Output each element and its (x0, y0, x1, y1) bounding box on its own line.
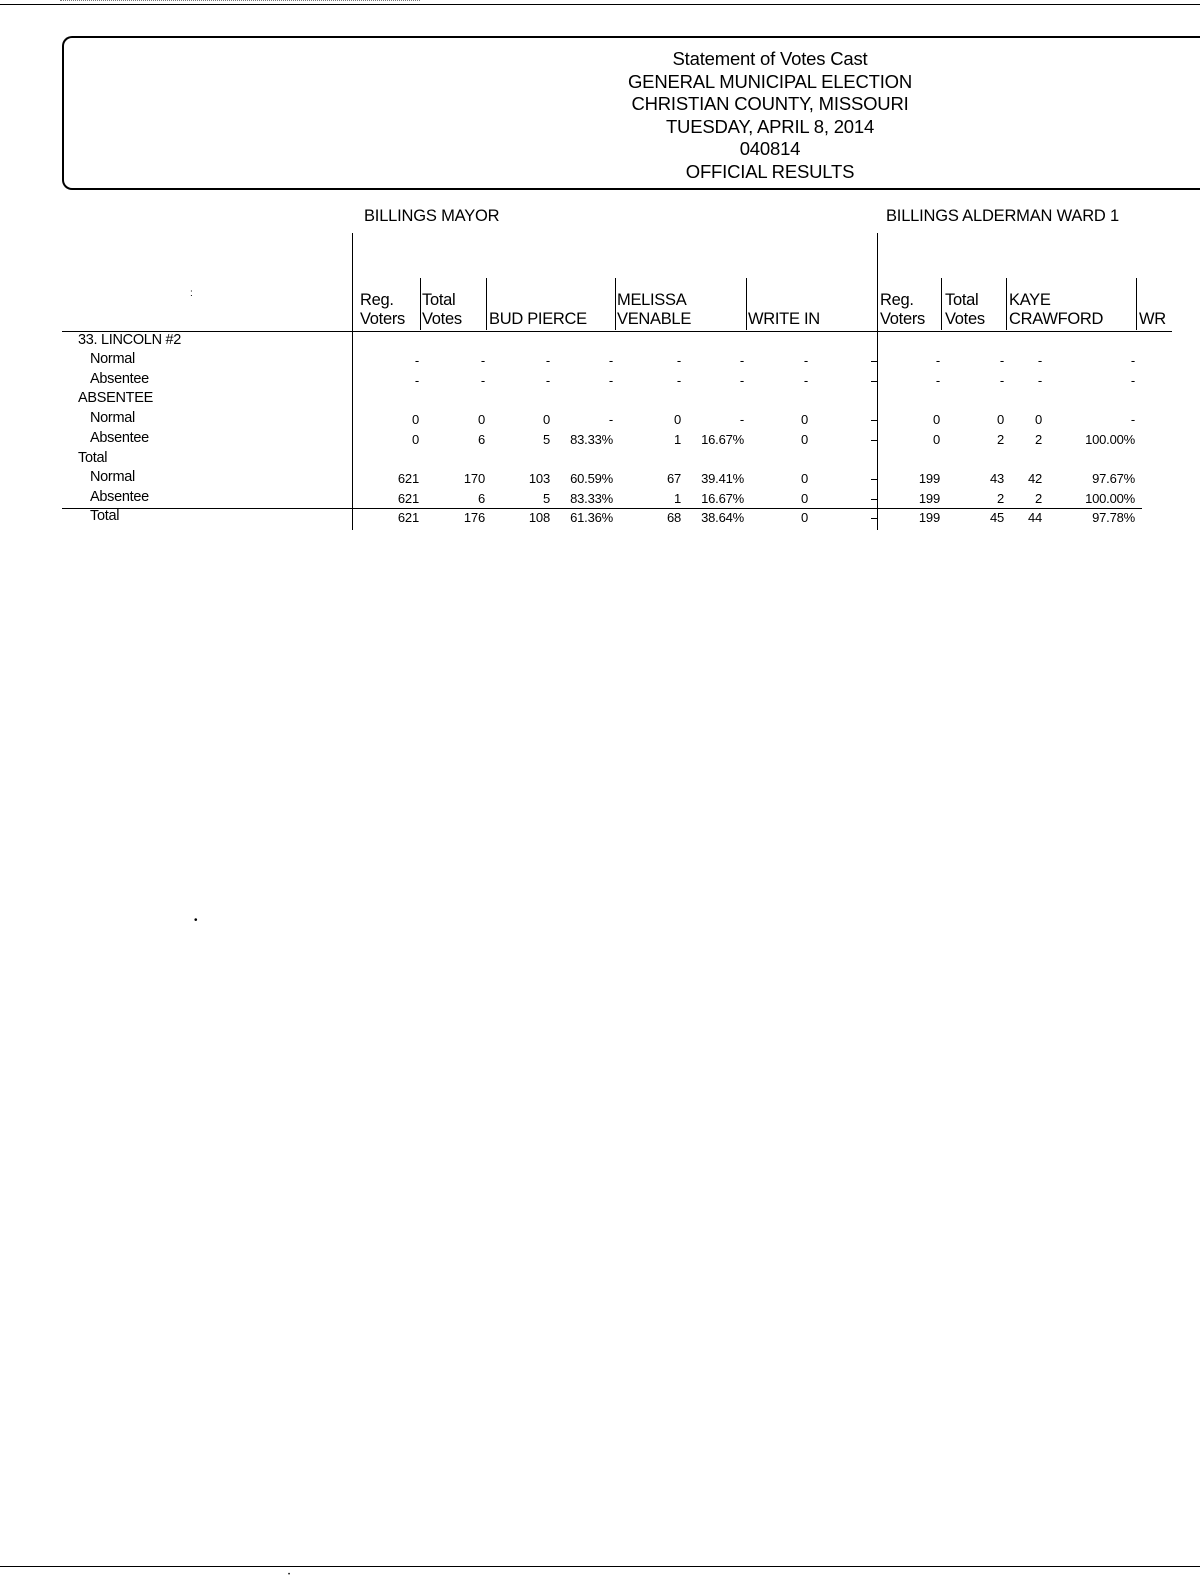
cell-mayor: - (608, 412, 613, 427)
header-election: GENERAL MUNICIPAL ELECTION (627, 70, 912, 92)
header-date: TUESDAY, APRIL 8, 2014 (665, 115, 875, 137)
cell-ward1: 100.00% (1085, 432, 1135, 447)
cell-mayor: 61.36% (570, 510, 613, 525)
row-label: ABSENTEE (78, 390, 153, 406)
cell-mayor: 108 (528, 510, 550, 525)
cell-ward1: 199 (918, 471, 940, 486)
cell-mayor: 621 (397, 491, 419, 506)
row-label: Absentee (90, 371, 149, 387)
cell-mayor: - (803, 373, 808, 388)
row-label: Total (90, 508, 120, 524)
cell-ward1: 100.00% (1085, 491, 1135, 506)
cell-mayor: 68 (666, 510, 681, 525)
cell-mayor: - (739, 353, 744, 368)
cell-mayor: - (545, 353, 550, 368)
cell-mayor: 83.33% (570, 432, 613, 447)
cell-mayor: - (739, 412, 744, 427)
row-tick (871, 440, 877, 441)
cell-mayor: - (545, 373, 550, 388)
cell-mayor: - (676, 373, 681, 388)
cell-mayor: - (414, 373, 419, 388)
ward1-col-sep-2 (1136, 278, 1137, 330)
cell-mayor: 170 (463, 471, 485, 486)
cell-mayor: 5 (542, 432, 550, 447)
cell-mayor: 0 (411, 432, 419, 447)
cell-mayor: 60.59% (570, 471, 613, 486)
contest-title-mayor: BILLINGS MAYOR (364, 207, 500, 225)
ward1-divider (877, 233, 878, 530)
cell-ward1: 0 (1034, 412, 1042, 427)
mayor-col-header-4: WRITE IN (748, 310, 820, 328)
cell-mayor: 16.67% (701, 432, 744, 447)
top-rule (0, 4, 1200, 5)
cell-ward1: 45 (989, 510, 1004, 525)
cell-mayor: 0 (673, 412, 681, 427)
cell-mayor: 0 (800, 471, 808, 486)
cell-mayor: 176 (463, 510, 485, 525)
cell-ward1: - (935, 373, 940, 388)
cell-ward1: - (999, 373, 1004, 388)
row-label: Normal (90, 351, 135, 367)
cell-ward1: 2 (996, 432, 1004, 447)
mayor-col-sep-2 (615, 278, 616, 330)
mayor-col-sep-1 (486, 278, 487, 330)
cell-mayor: 0 (800, 510, 808, 525)
cell-ward1: 97.67% (1092, 471, 1135, 486)
cell-ward1: 2 (996, 491, 1004, 506)
cell-mayor: - (676, 353, 681, 368)
cell-mayor: 621 (397, 471, 419, 486)
stray-mark: : (190, 288, 193, 299)
row-label: Total (78, 450, 108, 466)
header-county: CHRISTIAN COUNTY, MISSOURI (631, 93, 909, 115)
cell-mayor: 0 (800, 432, 808, 447)
cell-ward1: 42 (1027, 471, 1042, 486)
cell-mayor: 0 (542, 412, 550, 427)
row-label: Normal (90, 469, 135, 485)
cell-mayor: - (480, 353, 485, 368)
cell-ward1: 0 (932, 412, 940, 427)
cell-ward1: 0 (996, 412, 1004, 427)
row-label: Absentee (90, 489, 149, 505)
cell-mayor: 0 (411, 412, 419, 427)
cell-mayor: 0 (800, 491, 808, 506)
mayor-col-header-1: Total Votes (422, 291, 462, 328)
cell-mayor: 0 (477, 412, 485, 427)
row-tick (871, 499, 877, 500)
bottom-rule (0, 1566, 1200, 1567)
cell-mayor: 1 (673, 432, 681, 447)
row-tick (871, 381, 877, 382)
cell-mayor: - (414, 353, 419, 368)
cell-mayor: 83.33% (570, 491, 613, 506)
mayor-col-sep-3 (746, 278, 747, 330)
ward1-col-sep-0 (941, 278, 942, 330)
mayor-divider (352, 233, 353, 530)
ward1-col-header-2: KAYE CRAWFORD (1009, 291, 1104, 328)
cell-ward1: - (1037, 373, 1042, 388)
row-label: Normal (90, 410, 135, 426)
ward1-col-header-3: WR (1139, 310, 1166, 328)
row-tick (871, 361, 877, 362)
ward1-col-sep-1 (1006, 278, 1007, 330)
cell-ward1: 43 (989, 471, 1004, 486)
mayor-col-header-3: MELISSA VENABLE (617, 291, 692, 328)
mayor-col-header-2: BUD PIERCE (489, 310, 587, 328)
cell-mayor: 1 (673, 491, 681, 506)
cell-mayor: - (739, 373, 744, 388)
contest-title-ward1: BILLINGS ALDERMAN WARD 1 (886, 207, 1119, 225)
total-rule (62, 508, 1142, 509)
cell-mayor: 38.64% (701, 510, 744, 525)
row-tick (871, 479, 877, 480)
cell-mayor: 39.41% (701, 471, 744, 486)
cell-mayor: 103 (528, 471, 550, 486)
cell-ward1: - (1130, 412, 1135, 427)
cell-ward1: 2 (1034, 432, 1042, 447)
cell-ward1: - (1037, 353, 1042, 368)
row-label: Absentee (90, 430, 149, 446)
cell-ward1: 199 (918, 510, 940, 525)
mayor-col-header-0: Reg. Voters (360, 291, 405, 328)
scan-speck: • (194, 915, 198, 926)
cell-mayor: 6 (477, 432, 485, 447)
cell-mayor: - (608, 353, 613, 368)
cell-mayor: 6 (477, 491, 485, 506)
cell-mayor: - (803, 353, 808, 368)
header-title: Statement of Votes Cast (672, 48, 868, 69)
header-code: 040814 (739, 138, 801, 160)
cell-mayor: 67 (666, 471, 681, 486)
ward1-col-header-1: Total Votes (945, 291, 985, 328)
row-label: 33. LINCOLN #2 (78, 332, 181, 348)
cell-ward1: - (999, 353, 1004, 368)
report-header (560, 48, 980, 184)
cell-mayor: - (608, 373, 613, 388)
cell-ward1: 0 (932, 432, 940, 447)
cell-ward1: - (1130, 373, 1135, 388)
ward1-col-header-0: Reg. Voters (880, 291, 925, 328)
header-status: OFFICIAL RESULTS (685, 160, 855, 182)
cell-ward1: - (935, 353, 940, 368)
row-tick (871, 518, 877, 519)
cell-ward1: 199 (918, 491, 940, 506)
cell-ward1: - (1130, 353, 1135, 368)
cell-mayor: 16.67% (701, 491, 744, 506)
cell-mayor: - (480, 373, 485, 388)
cell-ward1: 97.78% (1092, 510, 1135, 525)
cell-mayor: 621 (397, 510, 419, 525)
row-tick (871, 420, 877, 421)
cell-mayor: 5 (542, 491, 550, 506)
header-rule (62, 331, 1172, 332)
scan-speck-bottom: • (288, 1572, 291, 1578)
cell-ward1: 2 (1034, 491, 1042, 506)
cell-ward1: 44 (1027, 510, 1042, 525)
cell-mayor: 0 (800, 412, 808, 427)
mayor-col-sep-0 (420, 278, 421, 330)
